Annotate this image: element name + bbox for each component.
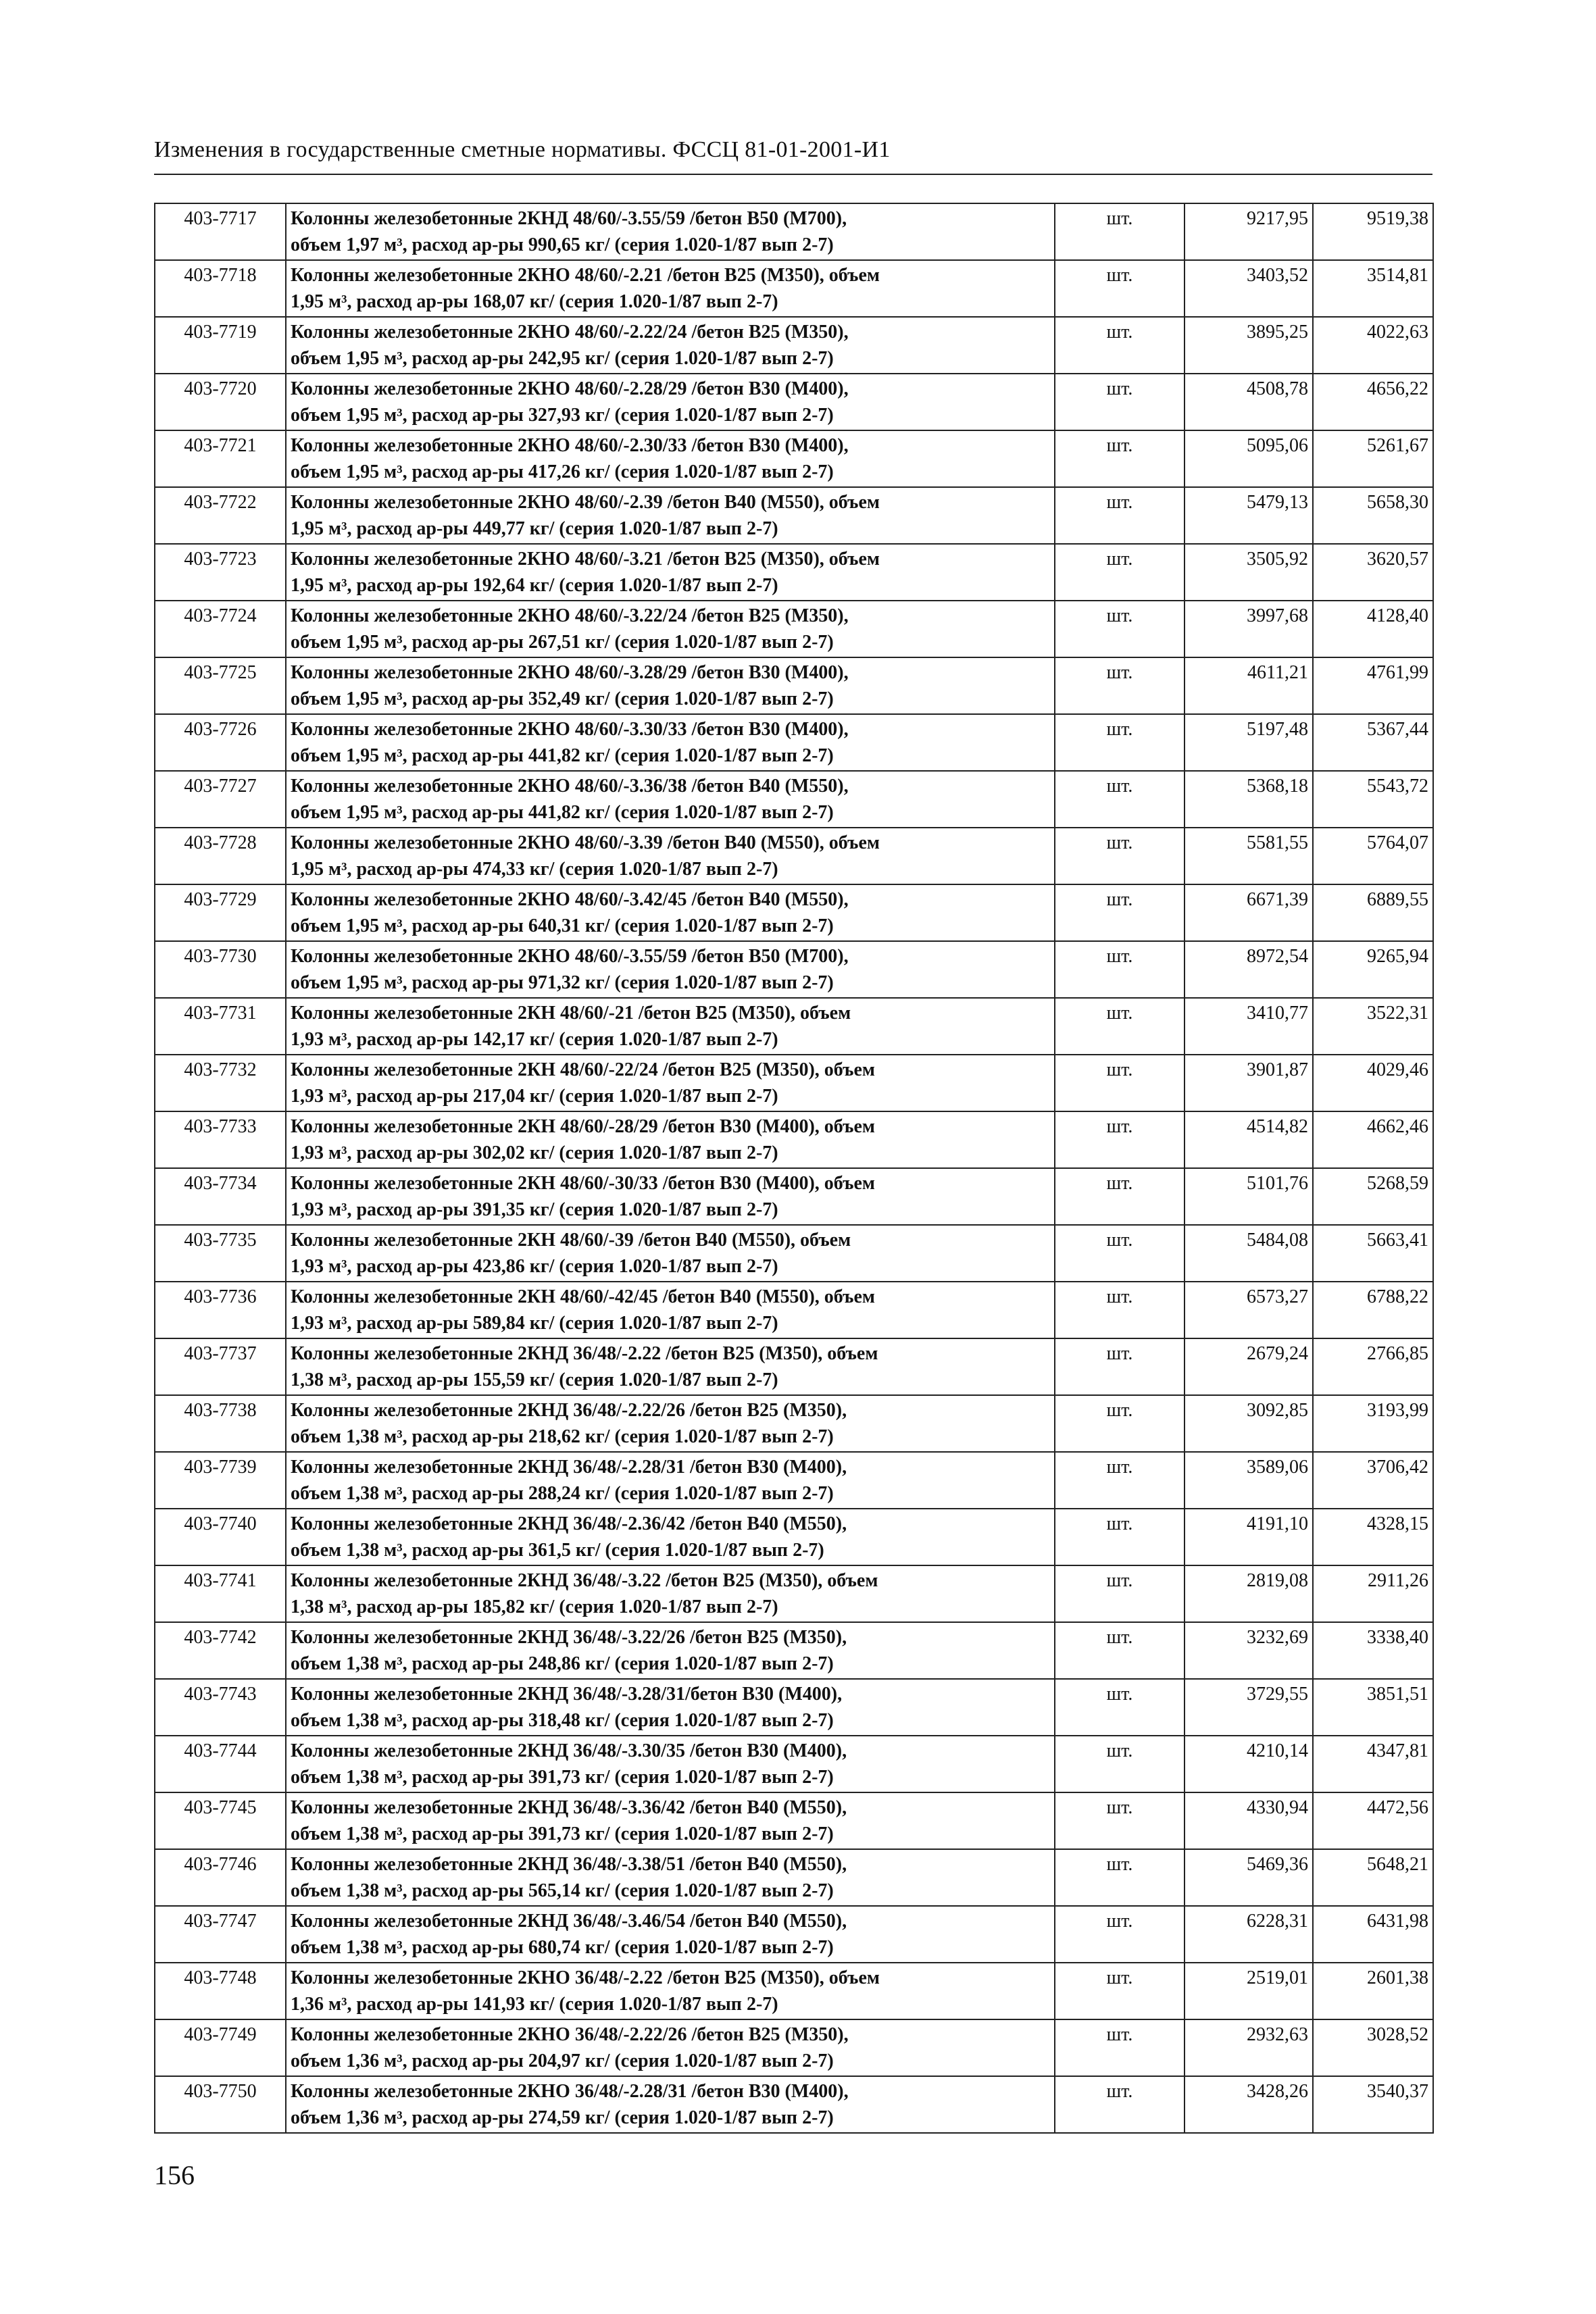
cell-unit: шт. xyxy=(1055,1055,1184,1111)
cell-price-2: 6788,22 xyxy=(1313,1282,1433,1338)
cell-description xyxy=(286,1622,1055,1679)
description-line-2: 1,93 м³, расход ар-ры 423,86 кг/ (серия 1.020-1/87 вып 2-7) xyxy=(291,1256,778,1277)
table-row xyxy=(155,203,1433,260)
cell-price-1: 6573,27 xyxy=(1184,1282,1313,1338)
table-row xyxy=(155,1906,1433,1963)
cell-price-1: 5368,18 xyxy=(1184,771,1313,828)
description-line-1: Колонны железобетонные 2КНО 48/60/-2.39 /бетон В40 (М550), объем xyxy=(291,492,880,513)
description-line-2: 1,93 м³, расход ар-ры 589,84 кг/ (серия 1.020-1/87 вып 2-7) xyxy=(291,1313,778,1334)
description-line-1: Колонны железобетонные 2КНД 36/48/-3.28/31/бетон В30 (М400), xyxy=(291,1684,843,1705)
cell-price-2: 3522,31 xyxy=(1313,998,1433,1055)
cell-price-1: 5197,48 xyxy=(1184,714,1313,771)
cell-unit: шт. xyxy=(1055,317,1184,374)
cell-description xyxy=(286,260,1055,317)
cell-price-1: 5479,13 xyxy=(1184,487,1313,544)
cell-description xyxy=(286,828,1055,884)
description-line-1: Колонны железобетонные 2КНО 48/60/-2.21 /бетон В25 (М350), объем xyxy=(291,265,880,286)
cell-unit: шт. xyxy=(1055,2019,1184,2076)
cell-code: 403-7730 xyxy=(155,941,286,998)
cell-unit: шт. xyxy=(1055,884,1184,941)
description-line-2: объем 1,36 м³, расход ар-ры 204,97 кг/ (серия 1.020-1/87 вып 2-7) xyxy=(291,2051,834,2071)
table-row xyxy=(155,714,1433,771)
cell-price-1: 6671,39 xyxy=(1184,884,1313,941)
cell-code: 403-7743 xyxy=(155,1679,286,1736)
description-line-1: Колонны железобетонные 2КН 48/60/-30/33 /бетон В30 (М400), объем xyxy=(291,1173,875,1194)
cell-description xyxy=(286,203,1055,260)
cell-price-1: 4191,10 xyxy=(1184,1509,1313,1565)
description-line-2: объем 1,38 м³, расход ар-ры 391,73 кг/ (серия 1.020-1/87 вып 2-7) xyxy=(291,1767,834,1788)
cell-code: 403-7721 xyxy=(155,430,286,487)
description-line-2: объем 1,38 м³, расход ар-ры 248,86 кг/ (серия 1.020-1/87 вып 2-7) xyxy=(291,1653,834,1674)
cell-code: 403-7720 xyxy=(155,374,286,430)
description-line-1: Колонны железобетонные 2КНД 36/48/-3.46/54 /бетон В40 (М550), xyxy=(291,1911,847,1932)
cell-code: 403-7749 xyxy=(155,2019,286,2076)
cell-price-2: 4656,22 xyxy=(1313,374,1433,430)
cell-description xyxy=(286,2076,1055,2133)
table-row xyxy=(155,2019,1433,2076)
cell-description xyxy=(286,941,1055,998)
cell-price-2: 5367,44 xyxy=(1313,714,1433,771)
description-line-1: Колонны железобетонные 2КНД 36/48/-2.22 /бетон В25 (М350), объем xyxy=(291,1343,878,1364)
description-line-1: Колонны железобетонные 2КНД 36/48/-3.22 /бетон В25 (М350), объем xyxy=(291,1570,878,1591)
table-row xyxy=(155,1282,1433,1338)
table-row xyxy=(155,2076,1433,2133)
table-row xyxy=(155,1452,1433,1509)
cell-description xyxy=(286,487,1055,544)
description-line-1: Колонны железобетонные 2КН 48/60/-22/24 /бетон В25 (М350), объем xyxy=(291,1059,875,1080)
cell-price-1: 3232,69 xyxy=(1184,1622,1313,1679)
cell-price-2: 3851,51 xyxy=(1313,1679,1433,1736)
cell-unit: шт. xyxy=(1055,1168,1184,1225)
description-line-2: объем 1,38 м³, расход ар-ры 565,14 кг/ (серия 1.020-1/87 вып 2-7) xyxy=(291,1880,834,1901)
table-row xyxy=(155,1679,1433,1736)
table-row xyxy=(155,828,1433,884)
cell-price-1: 5095,06 xyxy=(1184,430,1313,487)
cell-code: 403-7750 xyxy=(155,2076,286,2133)
cell-price-2: 9519,38 xyxy=(1313,203,1433,260)
cell-price-1: 5469,36 xyxy=(1184,1849,1313,1906)
cell-code: 403-7726 xyxy=(155,714,286,771)
description-line-1: Колонны железобетонные 2КНД 48/60/-3.55/59 /бетон В50 (М700), xyxy=(291,208,847,229)
table-row xyxy=(155,430,1433,487)
description-line-2: 1,93 м³, расход ар-ры 391,35 кг/ (серия 1.020-1/87 вып 2-7) xyxy=(291,1199,778,1220)
table-row xyxy=(155,657,1433,714)
cell-unit: шт. xyxy=(1055,1622,1184,1679)
cell-price-1: 3428,26 xyxy=(1184,2076,1313,2133)
cell-unit: шт. xyxy=(1055,1509,1184,1565)
cell-code: 403-7742 xyxy=(155,1622,286,1679)
cell-unit: шт. xyxy=(1055,998,1184,1055)
table-row xyxy=(155,1168,1433,1225)
description-line-1: Колонны железобетонные 2КНО 48/60/-3.55/59 /бетон В50 (М700), xyxy=(291,946,849,967)
cell-price-1: 3403,52 xyxy=(1184,260,1313,317)
cell-price-1: 3997,68 xyxy=(1184,601,1313,657)
cell-description xyxy=(286,317,1055,374)
description-line-1: Колонны железобетонные 2КНО 48/60/-3.42/45 /бетон В40 (М550), xyxy=(291,889,849,910)
description-line-2: объем 1,38 м³, расход ар-ры 680,74 кг/ (серия 1.020-1/87 вып 2-7) xyxy=(291,1937,834,1958)
description-line-1: Колонны железобетонные 2КНО 36/48/-2.28/31 /бетон В30 (М400), xyxy=(291,2081,849,2102)
cell-price-1: 5581,55 xyxy=(1184,828,1313,884)
cell-price-2: 5764,07 xyxy=(1313,828,1433,884)
cell-price-2: 2766,85 xyxy=(1313,1338,1433,1395)
description-line-2: объем 1,38 м³, расход ар-ры 218,62 кг/ (серия 1.020-1/87 вып 2-7) xyxy=(291,1426,834,1447)
cell-unit: шт. xyxy=(1055,771,1184,828)
table-row xyxy=(155,771,1433,828)
cell-description xyxy=(286,1225,1055,1282)
cell-description xyxy=(286,1452,1055,1509)
cell-unit: шт. xyxy=(1055,1963,1184,2019)
cell-code: 403-7732 xyxy=(155,1055,286,1111)
cell-price-1: 2679,24 xyxy=(1184,1338,1313,1395)
cell-price-2: 3338,40 xyxy=(1313,1622,1433,1679)
cell-price-1: 5484,08 xyxy=(1184,1225,1313,1282)
table-row xyxy=(155,1792,1433,1849)
cell-description xyxy=(286,1338,1055,1395)
cell-price-2: 4662,46 xyxy=(1313,1111,1433,1168)
cell-code: 403-7738 xyxy=(155,1395,286,1452)
description-line-2: объем 1,95 м³, расход ар-ры 417,26 кг/ (серия 1.020-1/87 вып 2-7) xyxy=(291,461,834,482)
cell-description xyxy=(286,657,1055,714)
description-line-2: 1,95 м³, расход ар-ры 449,77 кг/ (серия 1.020-1/87 вып 2-7) xyxy=(291,518,778,539)
cell-code: 403-7746 xyxy=(155,1849,286,1906)
description-line-2: объем 1,95 м³, расход ар-ры 352,49 кг/ (серия 1.020-1/87 вып 2-7) xyxy=(291,688,834,709)
description-line-1: Колонны железобетонные 2КНД 36/48/-3.36/42 /бетон В40 (М550), xyxy=(291,1797,847,1818)
description-line-1: Колонны железобетонные 2КНО 48/60/-3.21 /бетон В25 (М350), объем xyxy=(291,549,880,570)
description-line-1: Колонны железобетонные 2КНД 36/48/-3.22/26 /бетон В25 (М350), xyxy=(291,1627,847,1648)
cell-unit: шт. xyxy=(1055,1565,1184,1622)
cell-price-1: 3505,92 xyxy=(1184,544,1313,601)
description-line-2: объем 1,36 м³, расход ар-ры 274,59 кг/ (серия 1.020-1/87 вып 2-7) xyxy=(291,2107,834,2128)
page-number: 156 xyxy=(154,2160,195,2190)
cell-description xyxy=(286,544,1055,601)
table-body xyxy=(155,203,1433,2133)
table-row xyxy=(155,487,1433,544)
cell-price-2: 4128,40 xyxy=(1313,601,1433,657)
table-row xyxy=(155,1055,1433,1111)
table-row xyxy=(155,601,1433,657)
cell-code: 403-7728 xyxy=(155,828,286,884)
description-line-2: объем 1,95 м³, расход ар-ры 242,95 кг/ (серия 1.020-1/87 вып 2-7) xyxy=(291,348,834,369)
cell-unit: шт. xyxy=(1055,1679,1184,1736)
table-row xyxy=(155,1338,1433,1395)
table-row xyxy=(155,1736,1433,1792)
description-line-2: 1,95 м³, расход ар-ры 192,64 кг/ (серия 1.020-1/87 вып 2-7) xyxy=(291,575,778,596)
cell-description xyxy=(286,884,1055,941)
description-line-2: объем 1,38 м³, расход ар-ры 391,73 кг/ (серия 1.020-1/87 вып 2-7) xyxy=(291,1823,834,1844)
cell-price-1: 3589,06 xyxy=(1184,1452,1313,1509)
cell-unit: шт. xyxy=(1055,1111,1184,1168)
cell-code: 403-7723 xyxy=(155,544,286,601)
cell-price-1: 4210,14 xyxy=(1184,1736,1313,1792)
description-line-1: Колонны железобетонные 2КНО 48/60/-3.36/38 /бетон В40 (М550), xyxy=(291,776,849,797)
description-line-2: 1,38 м³, расход ар-ры 155,59 кг/ (серия 1.020-1/87 вып 2-7) xyxy=(291,1369,778,1390)
cell-price-1: 2819,08 xyxy=(1184,1565,1313,1622)
description-line-1: Колонны железобетонные 2КНО 48/60/-2.30/33 /бетон В30 (М400), xyxy=(291,435,849,456)
table-row xyxy=(155,544,1433,601)
description-line-1: Колонны железобетонные 2КНО 36/48/-2.22/26 /бетон В25 (М350), xyxy=(291,2024,849,2045)
cell-price-1: 2519,01 xyxy=(1184,1963,1313,2019)
table-row xyxy=(155,1509,1433,1565)
cell-code: 403-7727 xyxy=(155,771,286,828)
cell-price-1: 3901,87 xyxy=(1184,1055,1313,1111)
cell-price-1: 3729,55 xyxy=(1184,1679,1313,1736)
description-line-1: Колонны железобетонные 2КНД 36/48/-2.36/42 /бетон В40 (М550), xyxy=(291,1513,847,1534)
cell-price-2: 3028,52 xyxy=(1313,2019,1433,2076)
cell-unit: шт. xyxy=(1055,430,1184,487)
description-line-1: Колонны железобетонные 2КН 48/60/-28/29 /бетон В30 (М400), объем xyxy=(291,1116,875,1137)
cell-price-2: 4347,81 xyxy=(1313,1736,1433,1792)
table-row xyxy=(155,374,1433,430)
description-line-1: Колонны железобетонные 2КН 48/60/-42/45 /бетон В40 (М550), объем xyxy=(291,1286,875,1307)
cell-description xyxy=(286,1395,1055,1452)
description-line-2: объем 1,95 м³, расход ар-ры 971,32 кг/ (серия 1.020-1/87 вып 2-7) xyxy=(291,972,834,993)
cell-unit: шт. xyxy=(1055,544,1184,601)
cell-unit: шт. xyxy=(1055,1452,1184,1509)
cell-code: 403-7736 xyxy=(155,1282,286,1338)
cell-price-1: 4508,78 xyxy=(1184,374,1313,430)
cell-code: 403-7719 xyxy=(155,317,286,374)
cell-description xyxy=(286,601,1055,657)
cell-price-1: 3092,85 xyxy=(1184,1395,1313,1452)
description-line-2: 1,38 м³, расход ар-ры 185,82 кг/ (серия 1.020-1/87 вып 2-7) xyxy=(291,1596,778,1617)
cell-price-2: 4328,15 xyxy=(1313,1509,1433,1565)
description-line-2: объем 1,38 м³, расход ар-ры 361,5 кг/ (серия 1.020-1/87 вып 2-7) xyxy=(291,1540,824,1561)
description-line-2: 1,93 м³, расход ар-ры 142,17 кг/ (серия 1.020-1/87 вып 2-7) xyxy=(291,1029,778,1050)
description-line-2: объем 1,95 м³, расход ар-ры 640,31 кг/ (серия 1.020-1/87 вып 2-7) xyxy=(291,915,834,936)
cell-code: 403-7737 xyxy=(155,1338,286,1395)
cell-unit: шт. xyxy=(1055,1849,1184,1906)
cell-description xyxy=(286,1792,1055,1849)
cell-description xyxy=(286,2019,1055,2076)
cell-code: 403-7733 xyxy=(155,1111,286,1168)
description-line-2: объем 1,95 м³, расход ар-ры 441,82 кг/ (серия 1.020-1/87 вып 2-7) xyxy=(291,802,834,823)
cell-description xyxy=(286,1055,1055,1111)
table-row xyxy=(155,998,1433,1055)
cell-price-2: 3514,81 xyxy=(1313,260,1433,317)
cell-code: 403-7739 xyxy=(155,1452,286,1509)
cell-price-1: 5101,76 xyxy=(1184,1168,1313,1225)
cell-description xyxy=(286,430,1055,487)
cell-unit: шт. xyxy=(1055,1338,1184,1395)
cell-price-2: 2911,26 xyxy=(1313,1565,1433,1622)
cell-description xyxy=(286,998,1055,1055)
description-line-2: 1,93 м³, расход ар-ры 302,02 кг/ (серия 1.020-1/87 вып 2-7) xyxy=(291,1142,778,1163)
table-row xyxy=(155,317,1433,374)
cell-price-2: 3620,57 xyxy=(1313,544,1433,601)
cell-code: 403-7747 xyxy=(155,1906,286,1963)
table-row xyxy=(155,884,1433,941)
cell-code: 403-7718 xyxy=(155,260,286,317)
cell-description xyxy=(286,1168,1055,1225)
cell-unit: шт. xyxy=(1055,1736,1184,1792)
description-line-1: Колонны железобетонные 2КНД 36/48/-2.22/26 /бетон В25 (М350), xyxy=(291,1400,847,1421)
description-line-1: Колонны железобетонные 2КНО 48/60/-3.39 /бетон В40 (М550), объем xyxy=(291,832,880,853)
table-row xyxy=(155,1565,1433,1622)
cell-description xyxy=(286,1111,1055,1168)
table-row xyxy=(155,1395,1433,1452)
cell-price-1: 9217,95 xyxy=(1184,203,1313,260)
cell-price-2: 5543,72 xyxy=(1313,771,1433,828)
cell-unit: шт. xyxy=(1055,2076,1184,2133)
cell-code: 403-7731 xyxy=(155,998,286,1055)
page-header: Изменения в государственные сметные нормативы. ФССЦ 81-01-2001-И1 xyxy=(154,137,891,162)
description-line-2: объем 1,95 м³, расход ар-ры 327,93 кг/ (серия 1.020-1/87 вып 2-7) xyxy=(291,405,834,426)
cell-price-1: 4514,82 xyxy=(1184,1111,1313,1168)
cell-description xyxy=(286,1509,1055,1565)
cell-price-2: 5648,21 xyxy=(1313,1849,1433,1906)
description-line-1: Колонны железобетонные 2КН 48/60/-21 /бетон В25 (М350), объем xyxy=(291,1003,851,1024)
description-line-1: Колонны железобетонные 2КНО 48/60/-3.22/24 /бетон В25 (М350), xyxy=(291,605,849,626)
cell-code: 403-7741 xyxy=(155,1565,286,1622)
cell-description xyxy=(286,1963,1055,2019)
cell-unit: шт. xyxy=(1055,260,1184,317)
description-line-1: Колонны железобетонные 2КНД 36/48/-3.30/35 /бетон В30 (М400), xyxy=(291,1740,847,1761)
price-table xyxy=(154,203,1434,2134)
table-row xyxy=(155,941,1433,998)
description-line-2: 1,95 м³, расход ар-ры 168,07 кг/ (серия 1.020-1/87 вып 2-7) xyxy=(291,291,778,312)
table-row xyxy=(155,1111,1433,1168)
cell-price-1: 8972,54 xyxy=(1184,941,1313,998)
table-row xyxy=(155,1225,1433,1282)
cell-unit: шт. xyxy=(1055,657,1184,714)
cell-unit: шт. xyxy=(1055,941,1184,998)
description-line-1: Колонны железобетонные 2КН 48/60/-39 /бетон В40 (М550), объем xyxy=(291,1230,851,1251)
table-row xyxy=(155,1622,1433,1679)
cell-unit: шт. xyxy=(1055,714,1184,771)
cell-description xyxy=(286,1849,1055,1906)
header-rule xyxy=(154,174,1432,175)
cell-price-2: 5261,67 xyxy=(1313,430,1433,487)
description-line-1: Колонны железобетонные 2КНО 48/60/-3.28/29 /бетон В30 (М400), xyxy=(291,662,849,683)
cell-description xyxy=(286,771,1055,828)
cell-description xyxy=(286,714,1055,771)
cell-price-2: 5663,41 xyxy=(1313,1225,1433,1282)
cell-unit: шт. xyxy=(1055,1282,1184,1338)
description-line-1: Колонны железобетонные 2КНО 48/60/-3.30/33 /бетон В30 (М400), xyxy=(291,719,849,740)
description-line-2: объем 1,95 м³, расход ар-ры 267,51 кг/ (серия 1.020-1/87 вып 2-7) xyxy=(291,632,834,653)
cell-unit: шт. xyxy=(1055,828,1184,884)
cell-description xyxy=(286,1679,1055,1736)
cell-description xyxy=(286,1565,1055,1622)
cell-unit: шт. xyxy=(1055,601,1184,657)
cell-price-1: 2932,63 xyxy=(1184,2019,1313,2076)
cell-price-2: 6889,55 xyxy=(1313,884,1433,941)
description-line-1: Колонны железобетонные 2КНО 36/48/-2.22 /бетон В25 (М350), объем xyxy=(291,1967,880,1988)
cell-price-1: 6228,31 xyxy=(1184,1906,1313,1963)
cell-code: 403-7724 xyxy=(155,601,286,657)
cell-price-2: 9265,94 xyxy=(1313,941,1433,998)
cell-unit: шт. xyxy=(1055,1395,1184,1452)
description-line-1: Колонны железобетонные 2КНД 36/48/-2.28/31 /бетон В30 (М400), xyxy=(291,1457,847,1478)
cell-unit: шт. xyxy=(1055,1225,1184,1282)
cell-code: 403-7725 xyxy=(155,657,286,714)
description-line-2: объем 1,38 м³, расход ар-ры 288,24 кг/ (серия 1.020-1/87 вып 2-7) xyxy=(291,1483,834,1504)
cell-price-2: 6431,98 xyxy=(1313,1906,1433,1963)
description-line-1: Колонны железобетонные 2КНО 48/60/-2.28/29 /бетон В30 (М400), xyxy=(291,378,849,399)
cell-price-2: 2601,38 xyxy=(1313,1963,1433,2019)
cell-code: 403-7722 xyxy=(155,487,286,544)
table-row xyxy=(155,260,1433,317)
cell-price-2: 3706,42 xyxy=(1313,1452,1433,1509)
cell-code: 403-7740 xyxy=(155,1509,286,1565)
description-line-2: объем 1,38 м³, расход ар-ры 318,48 кг/ (серия 1.020-1/87 вып 2-7) xyxy=(291,1710,834,1731)
cell-code: 403-7735 xyxy=(155,1225,286,1282)
cell-price-1: 4611,21 xyxy=(1184,657,1313,714)
description-line-1: Колонны железобетонные 2КНД 36/48/-3.38/51 /бетон В40 (М550), xyxy=(291,1854,847,1875)
cell-unit: шт. xyxy=(1055,374,1184,430)
cell-price-2: 5268,59 xyxy=(1313,1168,1433,1225)
cell-unit: шт. xyxy=(1055,203,1184,260)
cell-code: 403-7744 xyxy=(155,1736,286,1792)
cell-code: 403-7748 xyxy=(155,1963,286,2019)
cell-price-1: 4330,94 xyxy=(1184,1792,1313,1849)
cell-description xyxy=(286,1736,1055,1792)
table-row xyxy=(155,1849,1433,1906)
cell-price-2: 4761,99 xyxy=(1313,657,1433,714)
description-line-2: 1,36 м³, расход ар-ры 141,93 кг/ (серия 1.020-1/87 вып 2-7) xyxy=(291,1994,778,2015)
description-line-1: Колонны железобетонные 2КНО 48/60/-2.22/24 /бетон В25 (М350), xyxy=(291,322,849,343)
cell-code: 403-7745 xyxy=(155,1792,286,1849)
cell-code: 403-7729 xyxy=(155,884,286,941)
cell-unit: шт. xyxy=(1055,1906,1184,1963)
description-line-2: объем 1,95 м³, расход ар-ры 441,82 кг/ (серия 1.020-1/87 вып 2-7) xyxy=(291,745,834,766)
description-line-2: 1,95 м³, расход ар-ры 474,33 кг/ (серия 1.020-1/87 вып 2-7) xyxy=(291,859,778,880)
cell-unit: шт. xyxy=(1055,1792,1184,1849)
table-row xyxy=(155,1963,1433,2019)
cell-code: 403-7734 xyxy=(155,1168,286,1225)
cell-price-2: 3193,99 xyxy=(1313,1395,1433,1452)
cell-unit: шт. xyxy=(1055,487,1184,544)
cell-price-2: 3540,37 xyxy=(1313,2076,1433,2133)
cell-price-2: 5658,30 xyxy=(1313,487,1433,544)
cell-description xyxy=(286,1906,1055,1963)
description-line-2: объем 1,97 м³, расход ар-ры 990,65 кг/ (серия 1.020-1/87 вып 2-7) xyxy=(291,234,834,255)
cell-price-2: 4472,56 xyxy=(1313,1792,1433,1849)
cell-price-1: 3410,77 xyxy=(1184,998,1313,1055)
cell-price-1: 3895,25 xyxy=(1184,317,1313,374)
cell-description xyxy=(286,1282,1055,1338)
cell-price-2: 4022,63 xyxy=(1313,317,1433,374)
cell-description xyxy=(286,374,1055,430)
cell-code: 403-7717 xyxy=(155,203,286,260)
description-line-2: 1,93 м³, расход ар-ры 217,04 кг/ (серия 1.020-1/87 вып 2-7) xyxy=(291,1086,778,1107)
cell-price-2: 4029,46 xyxy=(1313,1055,1433,1111)
